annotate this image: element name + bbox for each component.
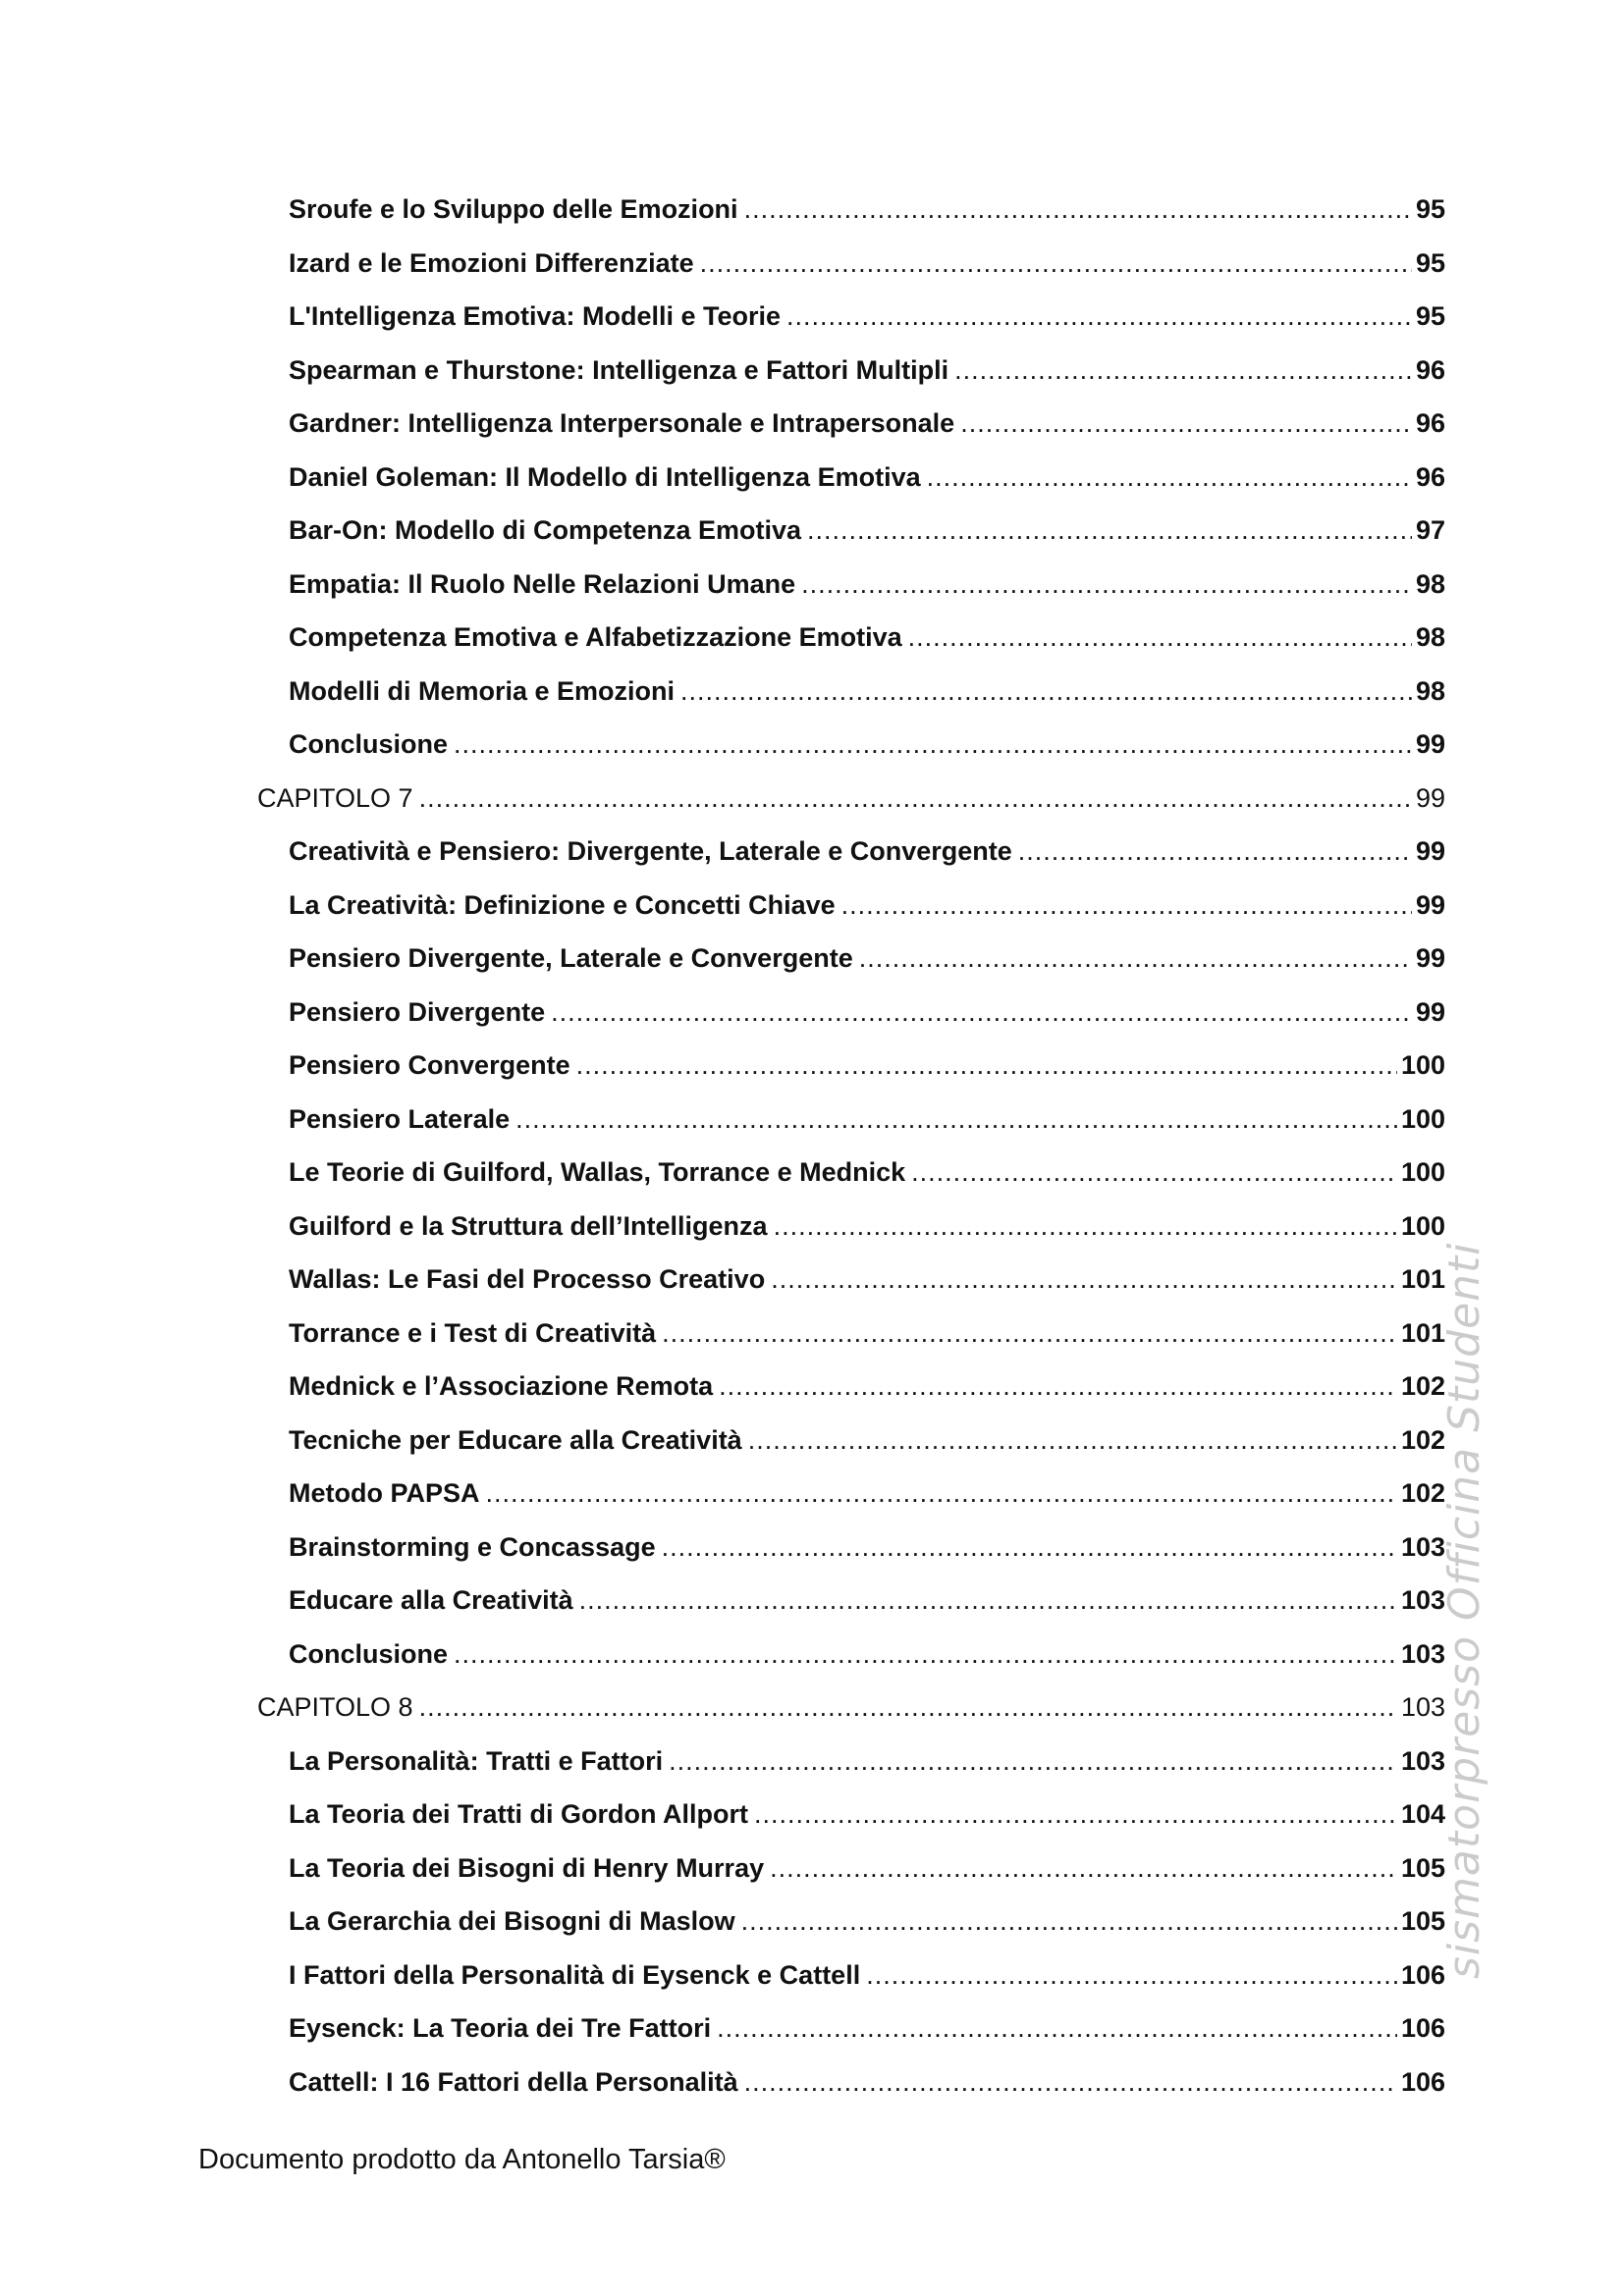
toc-entry-title: Bar-On: Modello di Competenza Emotiva — [289, 515, 802, 545]
toc-entry-page-number: 98 — [1415, 675, 1445, 706]
toc-entry-title: Izard e le Emozioni Differenziate — [289, 247, 694, 278]
toc-section-entry — [257, 248, 1445, 302]
toc-entry-page-number: 95 — [1415, 194, 1445, 224]
toc-entry-title: La Teoria dei Tratti di Gordon Allport — [289, 1799, 749, 1829]
toc-entry-title: Spearman e Thurstone: Intelligenza e Fattori Multipli — [289, 354, 949, 385]
toc-section-entry — [257, 2067, 1445, 2121]
toc-dot-leader — [579, 1585, 1397, 1616]
toc-dot-leader — [774, 1211, 1397, 1242]
toc-entry-page-number: 96 — [1415, 461, 1445, 492]
toc-section-entry — [257, 1104, 1445, 1158]
toc-entry-title: Creatività e Pensiero: Divergente, Laterale e Convergente — [289, 836, 1012, 866]
toc-section-entry — [257, 1264, 1445, 1318]
toc-section-entry — [257, 890, 1445, 944]
toc-entry-page-number: 103 — [1400, 1745, 1445, 1776]
toc-entry-page-number: 98 — [1415, 622, 1445, 652]
toc-section-entry — [257, 1853, 1445, 1907]
toc-section-entry — [257, 1371, 1445, 1425]
toc-dot-leader — [741, 1906, 1397, 1937]
toc-dot-leader — [680, 676, 1412, 707]
toc-entry-title: La Personalità: Tratti e Fattori — [289, 1745, 664, 1776]
toc-entry-page-number: 103 — [1400, 1638, 1445, 1669]
toc-dot-leader — [486, 1478, 1397, 1509]
toc-dot-leader — [954, 355, 1412, 386]
toc-entry-title: Eysenck: La Teoria dei Tre Fattori — [289, 2013, 712, 2043]
toc-entry-title: Competenza Emotiva e Alfabetizzazione Emotiva — [289, 622, 902, 652]
toc-dot-leader — [911, 1157, 1397, 1188]
toc-dot-leader — [770, 1853, 1397, 1884]
toc-dot-leader — [748, 1425, 1397, 1456]
toc-section-entry — [257, 1585, 1445, 1639]
toc-entry-page-number: 101 — [1400, 1317, 1445, 1348]
toc-entry-title: La Teoria dei Bisogni di Henry Murray — [289, 1852, 765, 1883]
toc-section-entry — [257, 1906, 1445, 1960]
toc-section-entry — [257, 1211, 1445, 1265]
toc-section-entry — [257, 676, 1445, 730]
toc-dot-leader — [841, 890, 1412, 921]
toc-chapter-entry — [257, 783, 1445, 837]
toc-dot-leader — [744, 2067, 1397, 2098]
toc-section-entry — [257, 997, 1445, 1051]
toc-section-entry — [257, 1532, 1445, 1586]
toc-entry-page-number: 96 — [1415, 354, 1445, 385]
toc-entry-title: Le Teorie di Guilford, Wallas, Torrance e Mednick — [289, 1157, 906, 1187]
toc-entry-title: Mednick e l’Associazione Remota — [289, 1371, 714, 1401]
toc-dot-leader — [719, 1371, 1397, 1402]
toc-dot-leader — [576, 1050, 1397, 1081]
toc-section-entry — [257, 836, 1445, 890]
page-footer: Documento prodotto da Antonello Tarsia® — [198, 2144, 726, 2175]
toc-dot-leader — [786, 301, 1412, 332]
toc-section-entry — [257, 462, 1445, 516]
toc-dot-leader — [419, 783, 1412, 814]
toc-chapter-entry — [257, 1692, 1445, 1746]
toc-dot-leader — [801, 569, 1412, 600]
toc-dot-leader — [717, 2013, 1397, 2044]
toc-entry-title: La Creatività: Definizione e Concetti Chiave — [289, 889, 836, 920]
toc-entry-title: Pensiero Divergente — [289, 996, 546, 1027]
toc-section-entry — [257, 355, 1445, 409]
toc-section-entry — [257, 408, 1445, 462]
toc-entry-page-number: 95 — [1415, 301, 1445, 331]
toc-section-entry — [257, 1746, 1445, 1800]
toc-dot-leader — [908, 622, 1412, 653]
toc-dot-leader — [960, 408, 1412, 439]
toc-section-entry — [257, 1639, 1445, 1693]
toc-section-entry — [257, 301, 1445, 355]
toc-dot-leader — [551, 997, 1412, 1028]
toc-entry-title: Torrance e i Test di Creatività — [289, 1317, 657, 1348]
toc-entry-page-number: 103 — [1400, 1585, 1445, 1615]
toc-section-entry — [257, 943, 1445, 997]
toc-entry-title: La Gerarchia dei Bisogni di Maslow — [289, 1906, 735, 1936]
toc-entry-page-number: 102 — [1400, 1424, 1445, 1455]
toc-entry-title: Gardner: Intelligenza Interpersonale e Intrapersonale — [289, 408, 955, 438]
toc-dot-leader — [807, 515, 1412, 546]
toc-entry-page-number: 100 — [1400, 1157, 1445, 1187]
toc-entry-title: Educare alla Creatività — [289, 1585, 573, 1615]
toc-entry-page-number: 98 — [1415, 568, 1445, 599]
toc-entry-title: Pensiero Convergente — [289, 1050, 570, 1080]
toc-entry-title: Brainstorming e Concassage — [289, 1531, 656, 1562]
toc-dot-leader — [454, 729, 1412, 760]
toc-entry-title: Wallas: Le Fasi del Processo Creativo — [289, 1264, 766, 1294]
toc-entry-page-number: 99 — [1415, 729, 1445, 759]
toc-entry-page-number: 104 — [1400, 1799, 1445, 1829]
toc-entry-page-number: 103 — [1400, 1531, 1445, 1562]
toc-entry-title: Pensiero Divergente, Laterale e Convergente — [289, 943, 853, 973]
toc-entry-page-number: 105 — [1400, 1906, 1445, 1936]
toc-entry-title: CAPITOLO 7 — [257, 782, 413, 813]
toc-dot-leader — [771, 1264, 1397, 1295]
toc-entry-page-number: 99 — [1415, 889, 1445, 920]
toc-entry-page-number: 106 — [1400, 2066, 1445, 2097]
toc-entry-title: Modelli di Memoria e Emozioni — [289, 675, 676, 706]
toc-dot-leader — [859, 943, 1412, 974]
toc-section-entry — [257, 622, 1445, 676]
toc-entry-title: Guilford e la Struttura dell’Intelligenza — [289, 1210, 768, 1241]
toc-section-entry — [257, 1050, 1445, 1104]
toc-entry-page-number: 105 — [1400, 1852, 1445, 1883]
toc-entry-title: Daniel Goleman: Il Modello di Intelligenza Emotiva — [289, 461, 921, 492]
toc-section-entry — [257, 1318, 1445, 1372]
toc-dot-leader — [744, 194, 1412, 225]
toc-entry-title: Cattell: I 16 Fattori della Personalità — [289, 2066, 738, 2097]
toc-dot-leader — [866, 1960, 1397, 1991]
toc-entry-page-number: 103 — [1400, 1692, 1445, 1722]
toc-dot-leader — [1018, 836, 1412, 867]
toc-entry-title: L'Intelligenza Emotiva: Modelli e Teorie — [289, 301, 782, 331]
toc-dot-leader — [700, 248, 1412, 279]
toc-entry-page-number: 99 — [1415, 836, 1445, 866]
toc-section-entry — [257, 1960, 1445, 2014]
toc-section-entry — [257, 569, 1445, 623]
table-of-contents — [257, 194, 1445, 2120]
toc-entry-page-number: 106 — [1400, 2013, 1445, 2043]
toc-entry-page-number: 101 — [1400, 1264, 1445, 1294]
toc-section-entry — [257, 2013, 1445, 2067]
toc-section-entry — [257, 1478, 1445, 1532]
toc-entry-page-number: 97 — [1415, 515, 1445, 545]
toc-entry-title: Pensiero Laterale — [289, 1103, 511, 1134]
toc-entry-title: I Fattori della Personalità di Eysenck e Cattell — [289, 1959, 861, 1990]
toc-entry-title: CAPITOLO 8 — [257, 1692, 413, 1722]
toc-entry-title: Metodo PAPSA — [289, 1478, 480, 1508]
toc-section-entry — [257, 1799, 1445, 1853]
toc-dot-leader — [662, 1532, 1397, 1563]
toc-entry-page-number: 100 — [1400, 1103, 1445, 1134]
toc-section-entry — [257, 515, 1445, 569]
toc-entry-page-number: 106 — [1400, 1959, 1445, 1990]
toc-entry-page-number: 100 — [1400, 1210, 1445, 1241]
toc-entry-page-number: 102 — [1400, 1371, 1445, 1401]
toc-dot-leader — [662, 1318, 1397, 1349]
toc-entry-page-number: 99 — [1415, 782, 1445, 813]
toc-entry-title: Conclusione — [289, 729, 449, 759]
toc-entry-page-number: 99 — [1415, 996, 1445, 1027]
toc-entry-page-number: 99 — [1415, 943, 1445, 973]
toc-entry-page-number: 96 — [1415, 408, 1445, 438]
toc-section-entry — [257, 729, 1445, 783]
toc-entry-page-number: 95 — [1415, 247, 1445, 278]
toc-entry-page-number: 102 — [1400, 1478, 1445, 1508]
toc-section-entry — [257, 194, 1445, 248]
toc-section-entry — [257, 1157, 1445, 1211]
watermark-text: sismatorpresso Officina Studenti — [1439, 1242, 1489, 1979]
toc-dot-leader — [669, 1746, 1397, 1777]
toc-section-entry — [257, 1425, 1445, 1479]
toc-entry-title: Tecniche per Educare alla Creatività — [289, 1424, 742, 1455]
toc-dot-leader — [419, 1692, 1397, 1723]
toc-dot-leader — [927, 462, 1412, 493]
toc-dot-leader — [454, 1639, 1397, 1670]
toc-entry-title: Empatia: Il Ruolo Nelle Relazioni Umane — [289, 568, 796, 599]
toc-entry-title: Conclusione — [289, 1638, 449, 1669]
toc-dot-leader — [754, 1799, 1397, 1830]
toc-dot-leader — [515, 1104, 1397, 1135]
toc-entry-title: Sroufe e lo Sviluppo delle Emozioni — [289, 194, 738, 224]
toc-entry-page-number: 100 — [1400, 1050, 1445, 1080]
